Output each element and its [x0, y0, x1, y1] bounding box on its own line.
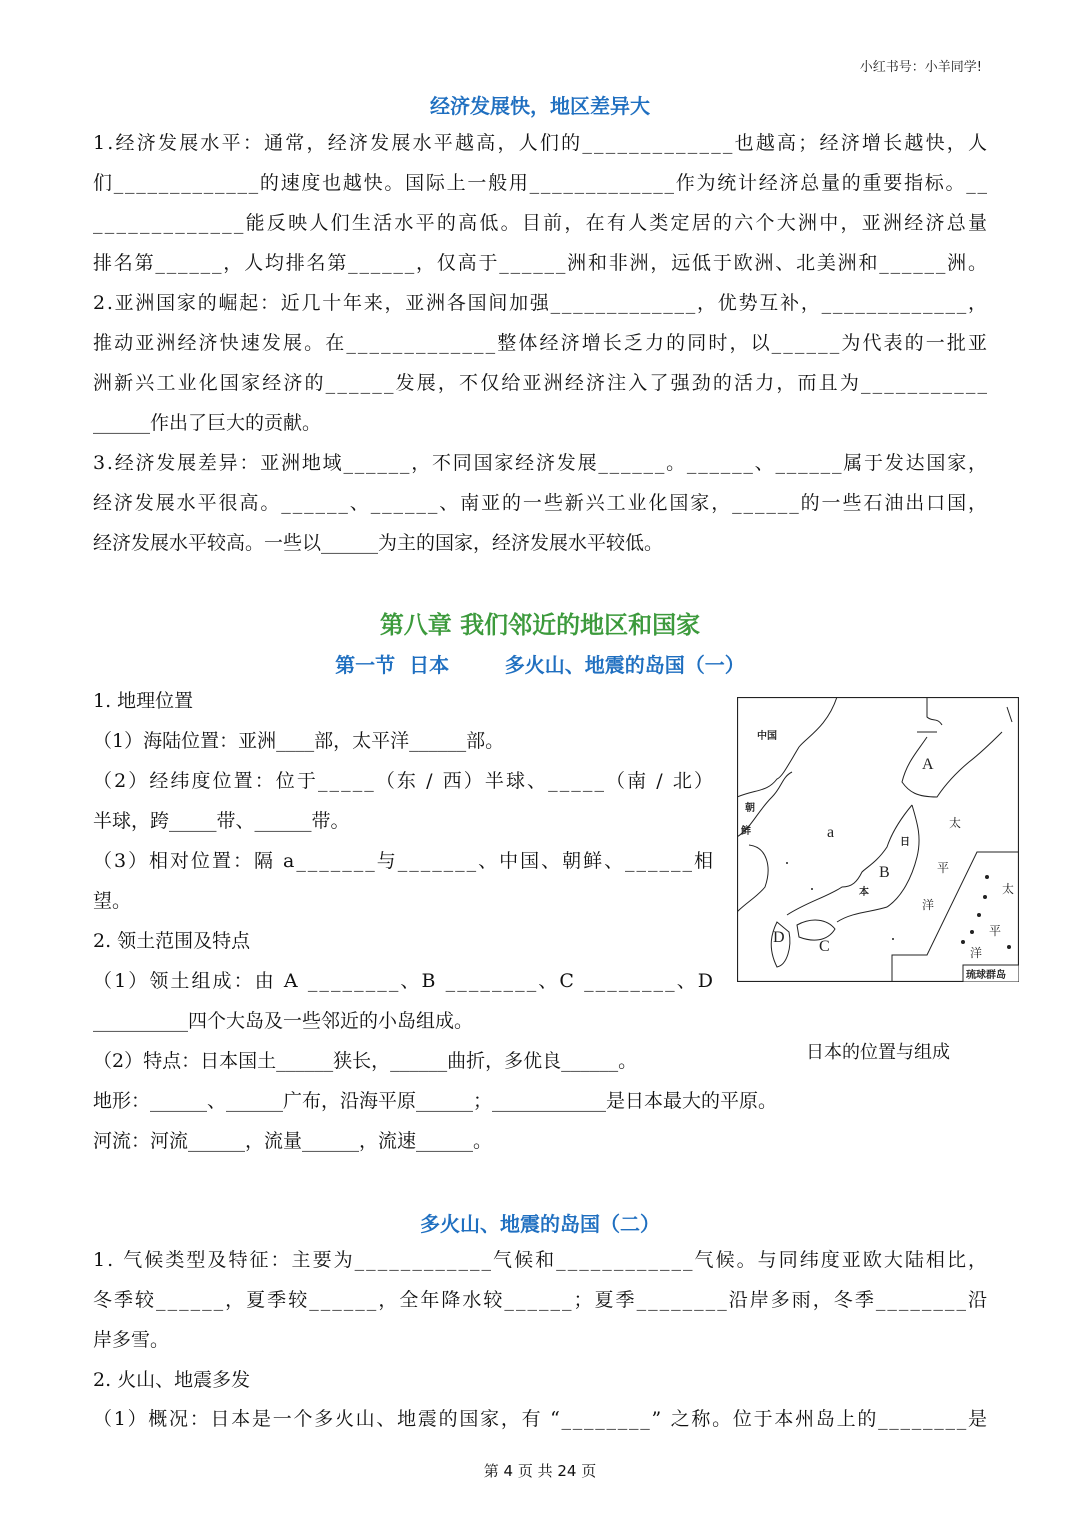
text-line: 2. 领土范围及特点: [93, 930, 251, 952]
label-A: A: [922, 756, 934, 773]
label-D: D: [773, 929, 785, 946]
text-line: （2）经纬度位置：位于_____（东 / 西）半球、_____（南 / 北）: [93, 770, 716, 792]
text-line: 1. 地理位置: [93, 690, 194, 712]
label-tai: 太: [949, 816, 962, 830]
text-line: 洲新兴工业化国家经济的______发展，不仅给亚洲经济注入了强劲的活力，而且为___________: [93, 372, 990, 394]
text-line: _____________能反映人们生活水平的高低。目前，在有人类定居的六个大洲中，亚洲经济总量: [93, 212, 990, 234]
text-line: （3）相对位置：隔 a_______与_______、中国、朝鲜、______相: [93, 850, 715, 872]
text-line: 2. 火山、地震多发: [93, 1369, 251, 1391]
text-line: 河流：河流______，流量______，流速______。: [93, 1130, 493, 1152]
label-ri: 日: [900, 837, 910, 848]
label-korea-1: 朝: [745, 803, 755, 814]
text-line: 地形：______、______广布，沿海平原______；____________是日本最大的平原。: [93, 1090, 778, 1112]
text-line: 们_____________的速度也越快。国际上一般用_____________作为统计经济总量的重要指标。__: [93, 172, 989, 194]
label-ben: 本: [859, 887, 869, 898]
text-line: 岸多雪。: [93, 1329, 170, 1351]
page-footer: 第 4 页 共 24 页: [483, 1462, 597, 1480]
label-ryukyu: 琉球群岛: [966, 970, 1006, 981]
text-line: 经济发展水平较高。一些以______为主的国家，经济发展水平较低。: [93, 532, 664, 554]
text-line: （2）特点：日本国土______狭长，______曲折，多优良______。: [93, 1050, 638, 1072]
label-korea-2: 鲜: [741, 826, 751, 837]
text-line: 经济发展水平很高。______、______、南亚的一些新兴工业化国家，______的一些石油出口国，: [93, 492, 989, 514]
text-line: （1）概况：日本是一个多火山、地震的国家，有 “________” 之称。位于本州岛上的________是: [93, 1408, 989, 1430]
text-line: 排名第______，人均排名第______，仅高于______洲和非洲，远低于欧洲、北美洲和______洲。: [93, 252, 989, 274]
text-line: ______作出了巨大的贡献。: [93, 412, 322, 434]
text-line: 1. 气候类型及特征：主要为____________气候和____________气候。与同纬度亚欧大陆相比，: [93, 1249, 990, 1271]
section-subtitle-japan: 第一节 日本 多火山、地震的岛国（一）: [335, 653, 745, 677]
text-line: 3.经济发展差异：亚洲地域______，不同国家经济发展______。______、______属于发达国家，: [93, 452, 989, 474]
label-ping: 平: [937, 861, 950, 875]
text-line: 推动亚洲经济快速发展。在_____________整体经济增长乏力的同时，以______为代表的一批亚: [93, 332, 990, 354]
label-china: 中国: [757, 731, 777, 742]
japan-map: [737, 697, 1019, 982]
section-title-volcano: 多火山、地震的岛国（二）: [420, 1212, 660, 1236]
map-caption: 日本的位置与组成: [806, 1042, 950, 1063]
text-line: 望。: [93, 890, 132, 912]
label-ping-2: 平: [989, 924, 1002, 938]
watermark: 小红书号：小羊同学!: [859, 60, 982, 75]
text-line: 2.亚洲国家的崛起：近几十年来，亚洲各国间加强_____________，优势互补，_____________，: [93, 292, 989, 314]
text-line: （1）海陆位置：亚洲____部，太平洋______部。: [93, 730, 505, 752]
text-line: __________四个大岛及一些邻近的小岛组成。: [93, 1010, 474, 1032]
label-sea-a: a: [827, 824, 835, 841]
text-line: 1.经济发展水平：通常，经济发展水平越高，人们的_____________也越高；经济增长越快，人: [93, 132, 990, 154]
label-yang-2: 洋: [970, 946, 983, 960]
text-line: 半球，跨_____带、______带。: [93, 810, 350, 832]
label-B: B: [879, 864, 890, 881]
section-title-economy: 经济发展快，地区差异大: [430, 94, 650, 118]
label-C: C: [819, 938, 830, 955]
text-line: （1）领土组成：由 A ________、B ________、C ________、D: [93, 970, 716, 992]
label-yang: 洋: [922, 898, 935, 912]
text-line: 冬季较______，夏季较______，全年降水较______；夏季________沿岸多雨，冬季________沿: [93, 1289, 989, 1311]
chapter-title: 第八章 我们邻近的地区和国家: [379, 611, 701, 639]
label-tai-2: 太: [1002, 882, 1015, 896]
